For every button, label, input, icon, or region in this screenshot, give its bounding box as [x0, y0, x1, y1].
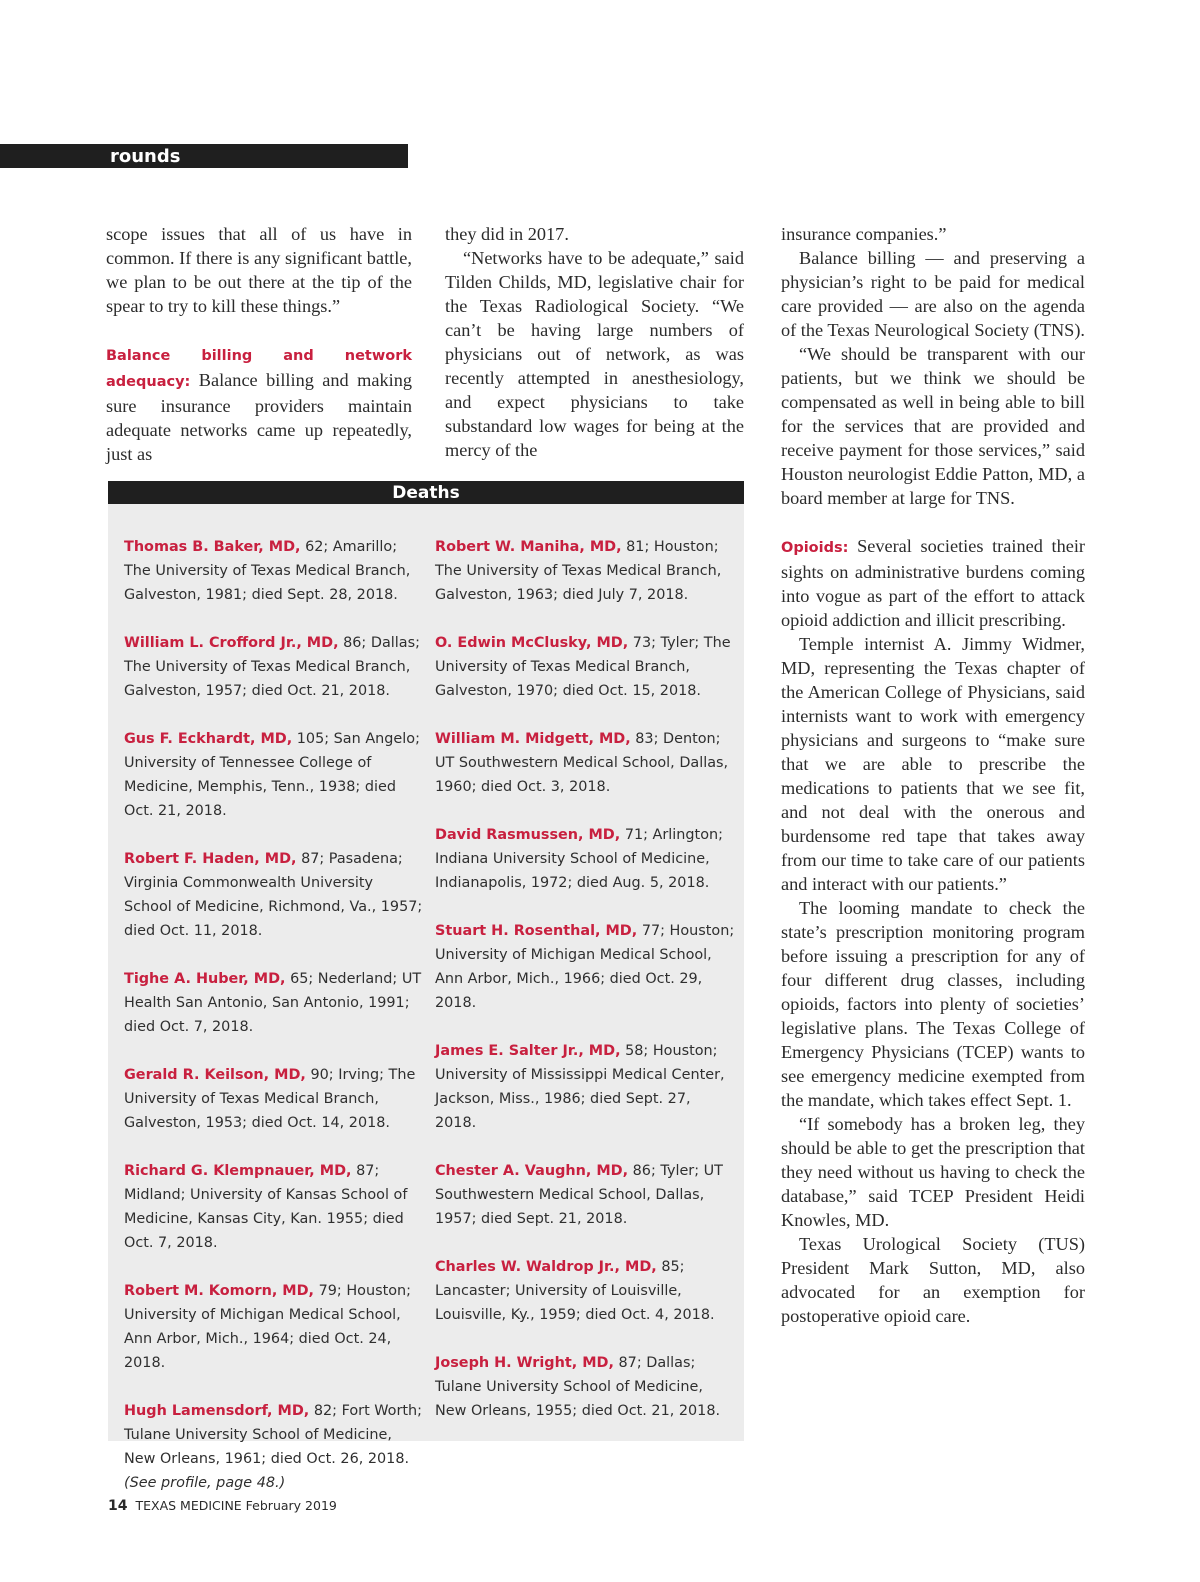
death-details: 87; Midland; University of Kansas School of Medicine, Kansas City, Kan. 1955; died Oct. 7, 2018. — [124, 1163, 408, 1251]
death-name: Robert M. Komorn, MD, — [124, 1283, 315, 1299]
deaths-column-right — [435, 535, 735, 1447]
death-name: Robert F. Haden, MD, — [124, 851, 297, 867]
death-details: 82; Fort Worth; Tulane University School of Medicine, New Orleans, 1961; died Oct. 26, 2018. — [124, 1403, 422, 1467]
death-name: William M. Midgett, MD, — [435, 731, 631, 747]
death-name: James E. Salter Jr., MD, — [435, 1043, 621, 1059]
paragraph — [781, 534, 1085, 632]
death-entry — [124, 535, 424, 607]
death-entry — [435, 1255, 735, 1327]
death-name: Chester A. Vaughn, MD, — [435, 1163, 629, 1179]
paragraph — [106, 342, 412, 466]
death-entry — [435, 631, 735, 703]
deaths-title: Deaths — [108, 481, 744, 504]
death-details: 86; Dallas; The University of Texas Medical Branch, Galveston, 1957; died Oct. 21, 2018. — [124, 635, 420, 699]
death-entry — [124, 1279, 424, 1375]
death-details: 87; Dallas; Tulane University School of Medicine, New Orleans, 1955; died Oct. 21, 2018. — [435, 1355, 721, 1419]
article-column-1 — [106, 222, 412, 466]
publication-info: TEXAS MEDICINE February 2019 — [135, 1498, 337, 1513]
section-header-bar — [0, 144, 408, 168]
death-details: 58; Houston; University of Mississippi Medical Center, Jackson, Miss., 1986; died Sept. 27, 2018. — [435, 1043, 725, 1131]
paragraph: Balance billing — and preserving a physician’s right to be paid for medical care provided — are also on the agenda of the Texas Neurological Society (TNS). — [781, 248, 1086, 340]
death-name: O. Edwin McClusky, MD, — [435, 635, 629, 651]
death-name: Charles W. Waldrop Jr., MD, — [435, 1259, 657, 1275]
death-entry — [124, 967, 424, 1039]
article-column-3 — [781, 222, 1085, 1328]
death-details: 81; Houston; The University of Texas Medical Branch, Galveston, 1963; died July 7, 2018. — [435, 539, 722, 603]
death-name: Thomas B. Baker, MD, — [124, 539, 301, 555]
deaths-sidebar — [108, 481, 744, 1491]
paragraph: “We should be transparent with our patients, but we think we should be compensated as well in being able to bill for the services that are provided and receive payment for those services,” said Houston neurologist Eddie Patton, MD, a board member at large for TNS. — [781, 344, 1085, 508]
death-details: 90; Irving; The University of Texas Medical Branch, Galveston, 1953; died Oct. 14, 2018. — [124, 1067, 416, 1131]
death-name: Richard G. Klempnauer, MD, — [124, 1163, 352, 1179]
death-details: 105; San Angelo; University of Tennessee College of Medicine, Memphis, Tenn., 1938; died Oct. 21, 2018. — [124, 731, 420, 819]
death-name: Tighe A. Huber, MD, — [124, 971, 286, 987]
death-name: Gus F. Eckhardt, MD, — [124, 731, 293, 747]
paragraph: Temple internist A. Jimmy Widmer, MD, representing the Texas chapter of the American College of Physicians, said internists want to work with emergency physicians and surgeons to “make sure that we are able to prescribe the medications to patients that we see fit, and not deal with the onerous and burdensome red tape that takes away from our time to take care of our patients and interact with our patients.” — [781, 634, 1085, 894]
paragraph-text: Balance billing and making sure insurance providers maintain adequate networks came up repeatedly, just as — [106, 370, 412, 464]
death-entry — [124, 1159, 424, 1255]
death-name: Gerald R. Keilson, MD, — [124, 1067, 306, 1083]
death-details: 79; Houston; University of Michigan Medical School, Ann Arbor, Mich., 1964; died Oct. 24, 2018. — [124, 1283, 412, 1371]
death-entry — [435, 535, 735, 607]
death-details: 62; Amarillo; The University of Texas Medical Branch, Galveston, 1981; died Sept. 28, 2018. — [124, 539, 411, 603]
death-entry — [435, 823, 735, 895]
death-name: Stuart H. Rosenthal, MD, — [435, 923, 638, 939]
death-details: 87; Pasadena; Virginia Commonwealth University School of Medicine, Richmond, Va., 1957; died Oct. 11, 2018. — [124, 851, 423, 939]
page-number: 14 — [108, 1498, 128, 1514]
death-entry — [435, 1159, 735, 1231]
paragraph: scope issues that all of us have in common. If there is any significant battle, we plan to be out there at the tip of the spear to try to kill these things.” — [106, 224, 412, 316]
death-entry — [124, 1063, 424, 1135]
death-details: 65; Nederland; UT Health San Antonio, San Antonio, 1991; died Oct. 7, 2018. — [124, 971, 422, 1035]
death-name: William L. Crofford Jr., MD, — [124, 635, 339, 651]
death-entry — [435, 727, 735, 799]
article-column-2 — [445, 222, 744, 462]
death-name: Robert W. Maniha, MD, — [435, 539, 622, 555]
profile-note: (See profile, page 48.) — [124, 1475, 286, 1491]
death-details: 85; Lancaster; University of Louisville, Louisville, Ky., 1959; died Oct. 4, 2018. — [435, 1259, 715, 1323]
paragraph: “Networks have to be adequate,” said Tilden Childs, MD, legislative chair for the Texas Radiological Society. “We can’t be having large numbers of physicians out of network, as was recently attempted in anesthesiology, and expect physicians to take substandard low wages for being at the mercy of the — [445, 248, 744, 460]
death-entry — [435, 919, 735, 1015]
death-name: Hugh Lamensdorf, MD, — [124, 1403, 310, 1419]
death-entry — [124, 727, 424, 823]
death-entry — [124, 631, 424, 703]
death-details: 83; Denton; UT Southwestern Medical School, Dallas, 1960; died Oct. 3, 2018. — [435, 731, 729, 795]
death-name: David Rasmussen, MD, — [435, 827, 621, 843]
death-details: 86; Tyler; UT Southwestern Medical School, Dallas, 1957; died Sept. 21, 2018. — [435, 1163, 723, 1227]
death-entry — [124, 847, 424, 943]
paragraph: insurance companies.” — [781, 224, 947, 244]
death-details: 71; Arlington; Indiana University School of Medicine, Indianapolis, 1972; died Aug. 5, 2018. — [435, 827, 723, 891]
death-name: Joseph H. Wright, MD, — [435, 1355, 614, 1371]
paragraph: they did in 2017. — [445, 224, 569, 244]
deaths-column-left — [124, 535, 424, 1519]
death-entry — [124, 1399, 424, 1495]
subhead-opioids: Opioids: — [781, 540, 849, 556]
death-entry — [435, 1039, 735, 1135]
page-footer — [108, 1496, 337, 1516]
death-details: 73; Tyler; The University of Texas Medical Branch, Galveston, 1970; died Oct. 15, 2018. — [435, 635, 731, 699]
paragraph: The looming mandate to check the state’s prescription monitoring program before issuing a prescription for any of four different drug classes, including opioids, factors into plenty of societies’ legislative plans. The Texas College of Emergency Physicians (TCEP) wants to see emergency medicine exempted from the mandate, which takes effect Sept. 1. — [781, 898, 1085, 1110]
death-entry — [435, 1351, 735, 1423]
paragraph: “If somebody has a broken leg, they should be able to get the prescription that they need without us having to check the database,” said TCEP President Heidi Knowles, MD. — [781, 1114, 1085, 1230]
paragraph: Texas Urological Society (TUS) President Mark Sutton, MD, also advocated for an exemption for postoperative opioid care. — [781, 1234, 1085, 1326]
subhead-balance-billing: Balance billing and network adequacy: — [106, 348, 412, 390]
death-details: 77; Houston; University of Michigan Medical School, Ann Arbor, Mich., 1966; died Oct. 29, 2018. — [435, 923, 735, 1011]
paragraph-text: Several societies trained their sights on administrative burdens coming into vogue as part of the effort to attack opioid addiction and illicit prescribing. — [781, 536, 1085, 630]
section-label: rounds — [110, 146, 181, 167]
